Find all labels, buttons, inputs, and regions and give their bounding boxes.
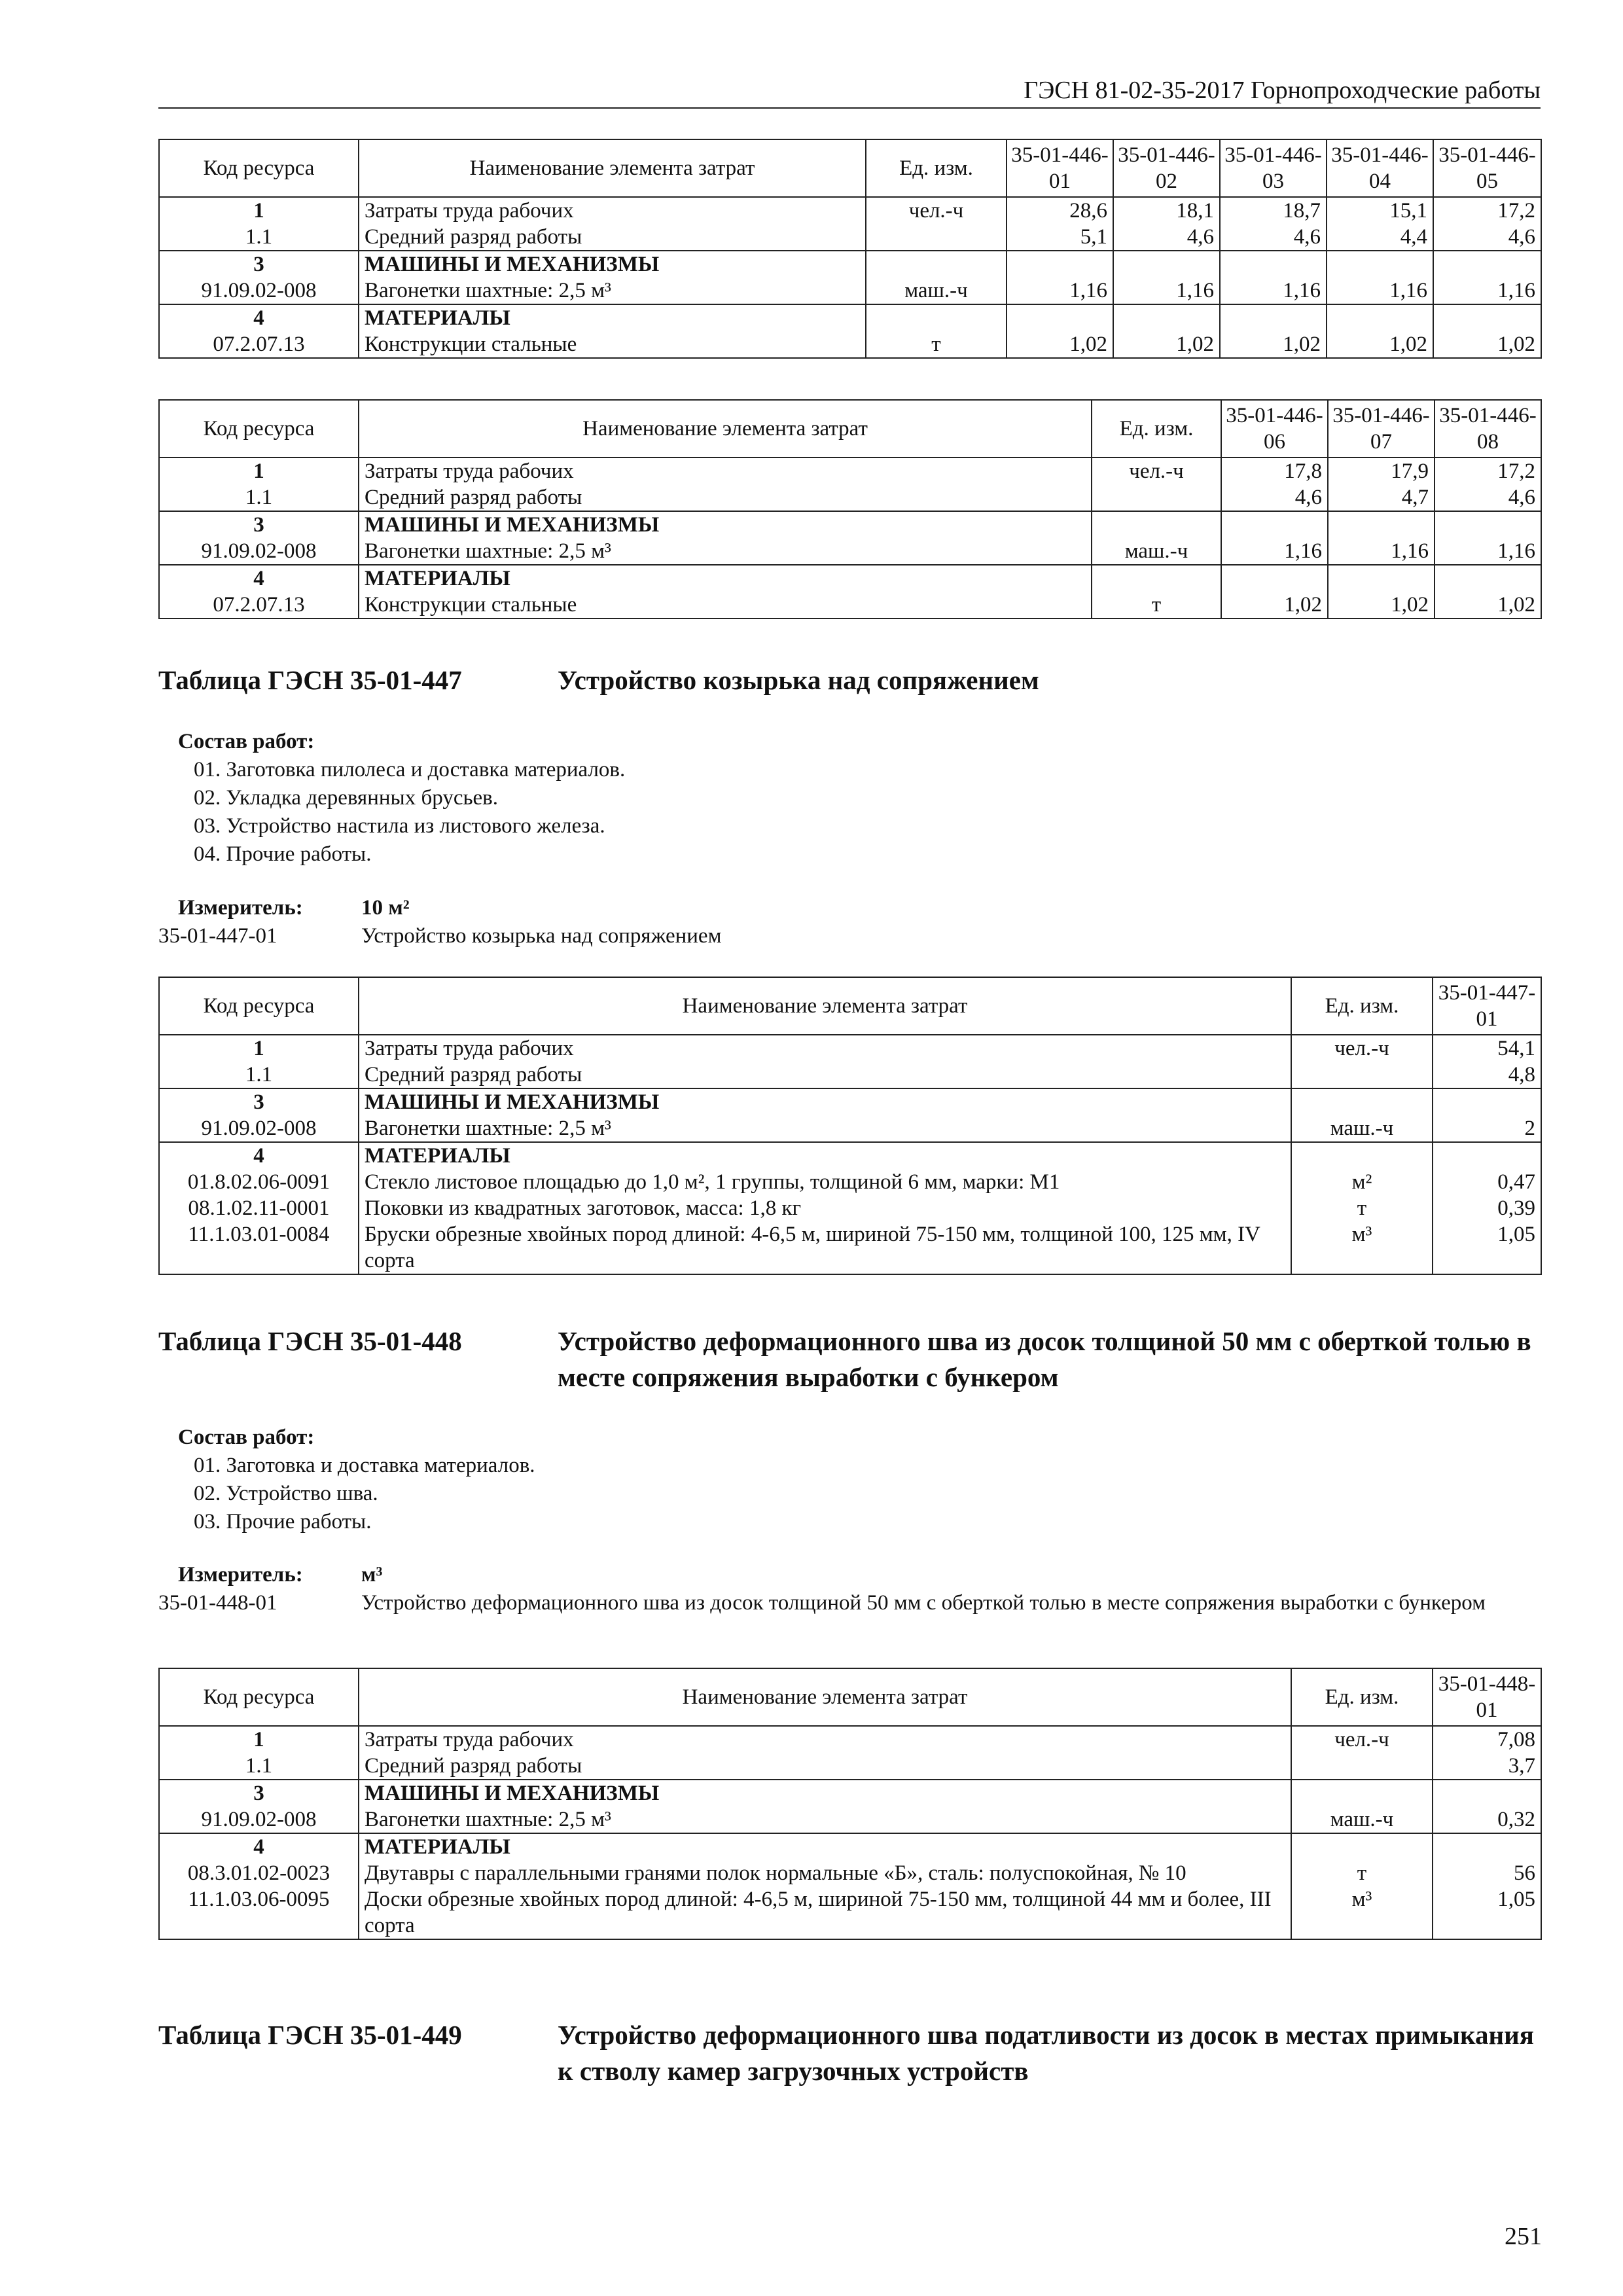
col-header-name: Наименование элемента затрат [359, 400, 1092, 457]
resource-name: МАШИНЫ И МЕХАНИЗМЫ [359, 1088, 1291, 1115]
norm-value: 1,16 [1433, 278, 1541, 304]
resource-name: Затраты труда рабочих [359, 1726, 1291, 1753]
works-447-heading: Состав работ: [178, 730, 315, 753]
resource-name: Стекло листовое площадью до 1,0 м², 1 группы, толщиной 6 мм, марки: М1 [359, 1169, 1291, 1195]
resource-code: 11.1.03.01-0084 [159, 1221, 359, 1274]
resource-code: 4 [159, 1142, 359, 1169]
resource-unit [1291, 1780, 1433, 1806]
norm-value: 0,47 [1433, 1169, 1541, 1195]
resource-unit: маш.-ч [1291, 1115, 1433, 1142]
norm-value: 3,7 [1433, 1753, 1541, 1780]
norm-value: 17,8 [1221, 457, 1328, 484]
table-row [159, 565, 1541, 592]
table-row [159, 1062, 1541, 1088]
works-447-item: 04. Прочие работы. [194, 842, 372, 866]
resource-name: Доски обрезные хвойных пород длиной: 4-6,5 м, шириной 75-150 мм, толщиной 44 мм и более, III сорта [359, 1886, 1291, 1939]
resource-unit: маш.-ч [1291, 1806, 1433, 1833]
col-header-unit: Ед. изм. [866, 139, 1007, 197]
resource-code: 91.09.02-008 [159, 278, 359, 304]
resource-code: 1 [159, 1726, 359, 1753]
table-447-code: Таблица ГЭСН 35-01-447 [158, 665, 462, 695]
table-row [159, 457, 1541, 484]
resource-name: Поковки из квадратных заготовок, масса: 1,8 кг [359, 1195, 1291, 1221]
norm-value: 17,9 [1328, 457, 1435, 484]
table-449-code: Таблица ГЭСН 35-01-449 [158, 2020, 462, 2050]
norm-value: 4,6 [1113, 224, 1220, 251]
item-448-desc: Устройство деформационного шва из досок толщиной 50 мм с оберткой толью в месте сопряжения выработки с бункером [361, 1591, 1486, 1615]
norm-value: 4,6 [1435, 484, 1541, 511]
norm-value: 1,05 [1433, 1221, 1541, 1274]
table-row [159, 1221, 1541, 1274]
norm-value: 1,16 [1007, 278, 1113, 304]
resource-unit [1291, 1142, 1433, 1169]
norm-value: 5,1 [1007, 224, 1113, 251]
resource-code: 91.09.02-008 [159, 1115, 359, 1142]
resource-unit: чел.-ч [866, 197, 1007, 224]
norm-value: 1,02 [1327, 331, 1433, 358]
col-header-norm: 35-01-447-01 [1433, 977, 1541, 1035]
resource-name: Двутавры с параллельными гранями полок нормальные «Б», сталь: полуспокойная, № 10 [359, 1860, 1291, 1886]
norm-value [1220, 251, 1327, 278]
resource-name: Средний разряд работы [359, 224, 866, 251]
resource-code: 4 [159, 565, 359, 592]
resource-code: 07.2.07.13 [159, 592, 359, 619]
resource-unit: т [1291, 1860, 1433, 1886]
col-header-name: Наименование элемента затрат [359, 139, 866, 197]
meter-447 [158, 894, 1541, 953]
resource-name: МАШИНЫ И МЕХАНИЗМЫ [359, 251, 866, 278]
resource-table-446-06-08 [158, 399, 1542, 619]
resource-code: 3 [159, 1088, 359, 1115]
resource-code: 91.09.02-008 [159, 538, 359, 565]
resource-unit: т [1291, 1195, 1433, 1221]
table-row [159, 251, 1541, 278]
table-448-name: Устройство деформационного шва из досок толщиной 50 мм с оберткой толью в месте сопряжения выработки с бункером [558, 1326, 1531, 1392]
resource-unit [1291, 1833, 1433, 1860]
norm-value [1113, 304, 1220, 331]
norm-value: 4,6 [1433, 224, 1541, 251]
table-447-title [158, 662, 1541, 698]
resource-unit [866, 251, 1007, 278]
norm-value: 1,05 [1433, 1886, 1541, 1939]
col-header-code: Код ресурса [159, 977, 359, 1035]
resource-code: 1.1 [159, 1753, 359, 1780]
works-448-heading: Состав работ: [178, 1426, 315, 1449]
resource-code: 07.2.07.13 [159, 331, 359, 358]
table-448-code: Таблица ГЭСН 35-01-448 [158, 1326, 462, 1356]
table-row [159, 1753, 1541, 1780]
norm-value: 1,02 [1435, 592, 1541, 619]
resource-name: Вагонетки шахтные: 2,5 м³ [359, 538, 1092, 565]
col-header-norm: 35-01-446-07 [1328, 400, 1435, 457]
resource-name: Средний разряд работы [359, 484, 1092, 511]
resource-name: Средний разряд работы [359, 1753, 1291, 1780]
norm-value: 2 [1433, 1115, 1541, 1142]
norm-value: 18,7 [1220, 197, 1327, 224]
resource-code: 1.1 [159, 484, 359, 511]
resource-name: Вагонетки шахтные: 2,5 м³ [359, 278, 866, 304]
works-448 [178, 1424, 535, 1536]
norm-value: 1,16 [1435, 538, 1541, 565]
resource-code: 01.8.02.06-0091 [159, 1169, 359, 1195]
norm-value: 1,16 [1221, 538, 1328, 565]
resource-unit: м³ [1291, 1886, 1433, 1939]
resource-unit: т [1092, 592, 1221, 619]
col-header-norm: 35-01-448-01 [1433, 1668, 1541, 1726]
norm-value [1328, 511, 1435, 538]
norm-value [1433, 1142, 1541, 1169]
norm-value: 1,16 [1328, 538, 1435, 565]
norm-value [1220, 304, 1327, 331]
norm-value: 1,02 [1433, 331, 1541, 358]
col-header-norm: 35-01-446-03 [1220, 139, 1327, 197]
norm-value: 4,8 [1433, 1062, 1541, 1088]
resource-name: Конструкции стальные [359, 592, 1092, 619]
resource-code: 1.1 [159, 224, 359, 251]
meter-448 [158, 1561, 1541, 1646]
table-row [159, 224, 1541, 251]
table-row [159, 1833, 1541, 1860]
norm-value [1007, 251, 1113, 278]
resource-code: 1.1 [159, 1062, 359, 1088]
resource-name: МАТЕРИАЛЫ [359, 1142, 1291, 1169]
resource-unit: маш.-ч [1092, 538, 1221, 565]
table-447-name: Устройство козырька над сопряжением [558, 665, 1039, 695]
norm-value [1435, 565, 1541, 592]
resource-table-447-01 [158, 977, 1542, 1275]
item-447-code: 35-01-447-01 [158, 924, 277, 948]
resource-code: 08.3.01.02-0023 [159, 1860, 359, 1886]
norm-value: 1,02 [1007, 331, 1113, 358]
resource-code: 91.09.02-008 [159, 1806, 359, 1833]
resource-code: 4 [159, 1833, 359, 1860]
col-header-name: Наименование элемента затрат [359, 1668, 1291, 1726]
table-448-title [158, 1323, 1541, 1395]
table-row [159, 1169, 1541, 1195]
norm-value: 1,02 [1113, 331, 1220, 358]
table-449-title [158, 2017, 1541, 2089]
table-row [159, 1088, 1541, 1115]
meter-448-value: м³ [361, 1563, 383, 1587]
table-row [159, 511, 1541, 538]
resource-code: 08.1.02.11-0001 [159, 1195, 359, 1221]
norm-value: 1,02 [1328, 592, 1435, 619]
norm-value: 56 [1433, 1860, 1541, 1886]
resource-name: Вагонетки шахтные: 2,5 м³ [359, 1806, 1291, 1833]
table-row [159, 1806, 1541, 1833]
works-448-item: 03. Прочие работы. [194, 1510, 372, 1534]
table-row [159, 1142, 1541, 1169]
resource-name: МАШИНЫ И МЕХАНИЗМЫ [359, 1780, 1291, 1806]
page-number: 251 [1505, 2223, 1542, 2250]
col-header-norm: 35-01-446-01 [1007, 139, 1113, 197]
col-header-name: Наименование элемента затрат [359, 977, 1291, 1035]
resource-name: Конструкции стальные [359, 331, 866, 358]
norm-value: 17,2 [1435, 457, 1541, 484]
norm-value [1113, 251, 1220, 278]
works-447-item: 01. Заготовка пилолеса и доставка материалов. [194, 758, 626, 781]
norm-value: 1,02 [1221, 592, 1328, 619]
resource-unit: м³ [1291, 1221, 1433, 1274]
norm-value: 4,6 [1221, 484, 1328, 511]
resource-name: Затраты труда рабочих [359, 197, 866, 224]
col-header-unit: Ед. изм. [1291, 1668, 1433, 1726]
norm-value: 1,16 [1327, 278, 1433, 304]
norm-value [1327, 251, 1433, 278]
col-header-norm: 35-01-446-06 [1221, 400, 1328, 457]
resource-unit [866, 224, 1007, 251]
page-header [158, 76, 1541, 109]
norm-value: 4,4 [1327, 224, 1433, 251]
resource-code: 4 [159, 304, 359, 331]
table-row [159, 1726, 1541, 1753]
resource-code: 11.1.03.06-0095 [159, 1886, 359, 1939]
resource-name: Затраты труда рабочих [359, 1035, 1291, 1062]
table-row [159, 484, 1541, 511]
resource-unit: м² [1291, 1169, 1433, 1195]
norm-value [1221, 511, 1328, 538]
norm-value: 7,08 [1433, 1726, 1541, 1753]
resource-name: Вагонетки шахтные: 2,5 м³ [359, 1115, 1291, 1142]
item-448-code: 35-01-448-01 [158, 1591, 277, 1615]
meter-448-label: Измеритель: [178, 1563, 303, 1587]
norm-value: 54,1 [1433, 1035, 1541, 1062]
table-row [159, 1035, 1541, 1062]
resource-name: МАТЕРИАЛЫ [359, 1833, 1291, 1860]
norm-value [1433, 1780, 1541, 1806]
table-449-name: Устройство деформационного шва податливости из досок в местах примыкания к стволу камер загрузочных устройств [558, 2020, 1534, 2086]
works-447-item: 02. Укладка деревянных брусьев. [194, 786, 499, 810]
norm-value [1435, 511, 1541, 538]
resource-name: Средний разряд работы [359, 1062, 1291, 1088]
resource-unit: маш.-ч [866, 278, 1007, 304]
works-447 [178, 728, 625, 869]
resource-unit [1092, 511, 1221, 538]
resource-code: 1 [159, 197, 359, 224]
table-row [159, 278, 1541, 304]
norm-value: 0,39 [1433, 1195, 1541, 1221]
table-row [159, 304, 1541, 331]
norm-value: 1,16 [1220, 278, 1327, 304]
resource-unit [1092, 565, 1221, 592]
resource-code: 3 [159, 1780, 359, 1806]
table-row [159, 197, 1541, 224]
norm-value: 18,1 [1113, 197, 1220, 224]
resource-unit [1092, 484, 1221, 511]
resource-unit: чел.-ч [1092, 457, 1221, 484]
meter-447-label: Измеритель: [178, 896, 303, 920]
norm-value: 1,16 [1113, 278, 1220, 304]
item-447-desc: Устройство козырька над сопряжением [361, 924, 722, 948]
col-header-code: Код ресурса [159, 139, 359, 197]
resource-unit: т [866, 331, 1007, 358]
meter-447-value: 10 м² [361, 896, 410, 920]
resource-name: МАТЕРИАЛЫ [359, 565, 1092, 592]
resource-unit [1291, 1062, 1433, 1088]
works-447-item: 03. Устройство настила из листового железа. [194, 814, 605, 838]
norm-value: 4,6 [1220, 224, 1327, 251]
norm-value: 28,6 [1007, 197, 1113, 224]
resource-name: МАШИНЫ И МЕХАНИЗМЫ [359, 511, 1092, 538]
resource-unit: чел.-ч [1291, 1035, 1433, 1062]
table-row [159, 592, 1541, 619]
norm-value [1433, 1088, 1541, 1115]
norm-value [1433, 304, 1541, 331]
col-header-code: Код ресурса [159, 400, 359, 457]
resource-code: 3 [159, 511, 359, 538]
col-header-norm: 35-01-446-04 [1327, 139, 1433, 197]
resource-table-448-01 [158, 1668, 1542, 1940]
table-row [159, 1886, 1541, 1939]
resource-unit [1291, 1753, 1433, 1780]
norm-value: 0,32 [1433, 1806, 1541, 1833]
norm-value [1328, 565, 1435, 592]
norm-value [1007, 304, 1113, 331]
resource-code: 1 [159, 457, 359, 484]
table-row [159, 1860, 1541, 1886]
resource-unit [866, 304, 1007, 331]
col-header-unit: Ед. изм. [1092, 400, 1221, 457]
col-header-unit: Ед. изм. [1291, 977, 1433, 1035]
norm-value: 15,1 [1327, 197, 1433, 224]
resource-name: Бруски обрезные хвойных пород длиной: 4-6,5 м, шириной 75-150 мм, толщиной 100, 125 мм, IV сорта [359, 1221, 1291, 1274]
col-header-norm: 35-01-446-02 [1113, 139, 1220, 197]
table-row [159, 1115, 1541, 1142]
resource-name: МАТЕРИАЛЫ [359, 304, 866, 331]
norm-value: 4,7 [1328, 484, 1435, 511]
norm-value [1433, 251, 1541, 278]
works-448-item: 01. Заготовка и доставка материалов. [194, 1454, 535, 1477]
resource-code: 3 [159, 251, 359, 278]
norm-value: 17,2 [1433, 197, 1541, 224]
col-header-code: Код ресурса [159, 1668, 359, 1726]
norm-value [1433, 1833, 1541, 1860]
works-448-item: 02. Устройство шва. [194, 1482, 378, 1505]
resource-table-446-01-05 [158, 139, 1542, 359]
col-header-norm: 35-01-446-08 [1435, 400, 1541, 457]
col-header-norm: 35-01-446-05 [1433, 139, 1541, 197]
norm-value [1327, 304, 1433, 331]
resource-unit [1291, 1088, 1433, 1115]
norm-value [1221, 565, 1328, 592]
norm-value: 1,02 [1220, 331, 1327, 358]
table-row [159, 538, 1541, 565]
resource-unit: чел.-ч [1291, 1726, 1433, 1753]
table-row [159, 1780, 1541, 1806]
document-title: ГЭСН 81-02-35-2017 Горнопроходческие работы [1024, 77, 1541, 104]
table-row [159, 331, 1541, 358]
resource-code: 1 [159, 1035, 359, 1062]
resource-name: Затраты труда рабочих [359, 457, 1092, 484]
table-row [159, 1195, 1541, 1221]
